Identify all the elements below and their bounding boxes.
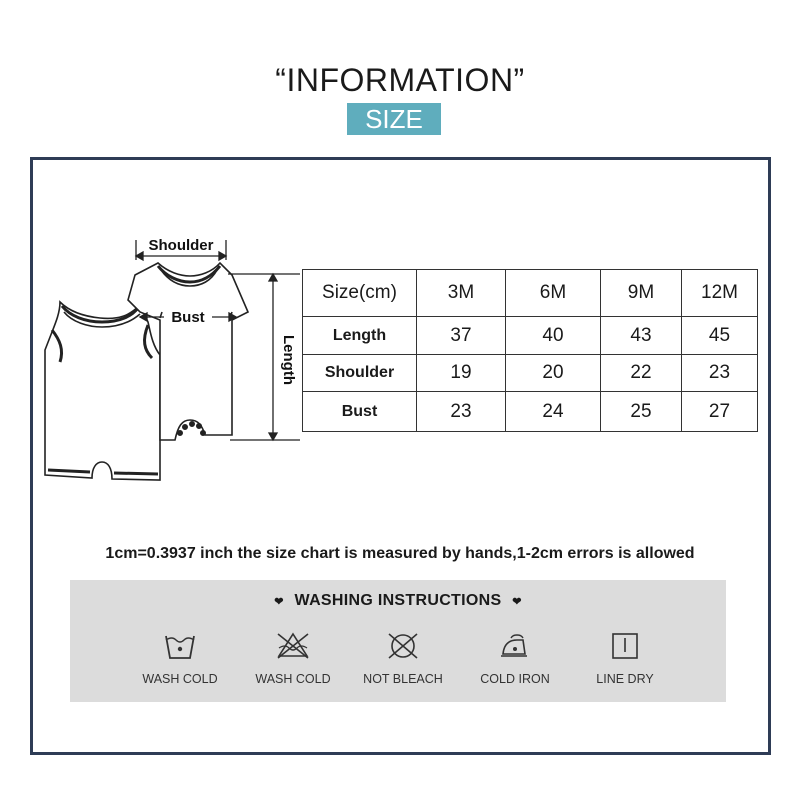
cold-iron-icon <box>497 630 533 662</box>
wash-cold-icon <box>162 630 198 662</box>
size-table-cell: 20 <box>506 355 601 392</box>
size-table-row-label: Shoulder <box>303 355 417 392</box>
wash-item <box>460 630 570 686</box>
heart-icon: ❤ <box>274 596 284 608</box>
garment-diagram <box>40 230 300 490</box>
length-label: Length <box>280 335 297 385</box>
size-table-cell: 19 <box>417 355 506 392</box>
size-table-row-label: Length <box>303 317 417 355</box>
size-table-cell: 45 <box>682 317 758 355</box>
size-table-header-cell: 6M <box>506 270 601 317</box>
heart-icon: ❤ <box>512 596 522 608</box>
wash-item-label: LINE DRY <box>596 672 654 686</box>
size-table-header-cell: Size(cm) <box>303 270 417 317</box>
size-table-row-label: Bust <box>303 392 417 432</box>
size-table-header-row <box>303 270 758 317</box>
sleeveless-romper-illustration <box>45 302 160 480</box>
wash-item <box>238 630 348 686</box>
size-table <box>302 269 758 432</box>
size-table-row <box>303 355 758 392</box>
size-badge: SIZE <box>347 103 441 135</box>
shoulder-label: Shoulder <box>148 237 214 254</box>
size-table-cell: 37 <box>417 317 506 355</box>
washing-instructions-panel <box>70 580 726 702</box>
wash-item <box>125 630 235 686</box>
size-table-header-cell: 12M <box>682 270 758 317</box>
size-table-row <box>303 392 758 432</box>
measurement-note: 1cm=0.3937 inch the size chart is measured by hands,1-2cm errors is allowed <box>105 545 695 562</box>
page-title: “INFORMATION” <box>275 62 525 98</box>
size-table-cell: 27 <box>682 392 758 432</box>
wash-item <box>348 630 458 686</box>
wash-item-label: NOT BLEACH <box>363 672 443 686</box>
size-table-cell: 40 <box>506 317 601 355</box>
wash-item-label: WASH COLD <box>255 672 331 686</box>
size-table-cell: 24 <box>506 392 601 432</box>
no-tumble-icon <box>275 630 311 662</box>
wash-item <box>570 630 680 686</box>
washing-instructions-heading <box>70 592 726 610</box>
wash-item-label: WASH COLD <box>142 672 218 686</box>
size-table-header-cell: 9M <box>601 270 682 317</box>
size-table-row <box>303 317 758 355</box>
bust-label: Bust <box>171 309 205 326</box>
size-table-cell: 25 <box>601 392 682 432</box>
size-table-header-cell: 3M <box>417 270 506 317</box>
size-table-cell: 23 <box>417 392 506 432</box>
size-table-cell: 23 <box>682 355 758 392</box>
wash-item-label: COLD IRON <box>480 672 550 686</box>
no-bleach-icon <box>385 630 421 662</box>
line-dry-icon <box>607 630 643 662</box>
size-table-cell: 22 <box>601 355 682 392</box>
size-table-cell: 43 <box>601 317 682 355</box>
washing-instructions-title: WASHING INSTRUCTIONS <box>294 592 502 609</box>
